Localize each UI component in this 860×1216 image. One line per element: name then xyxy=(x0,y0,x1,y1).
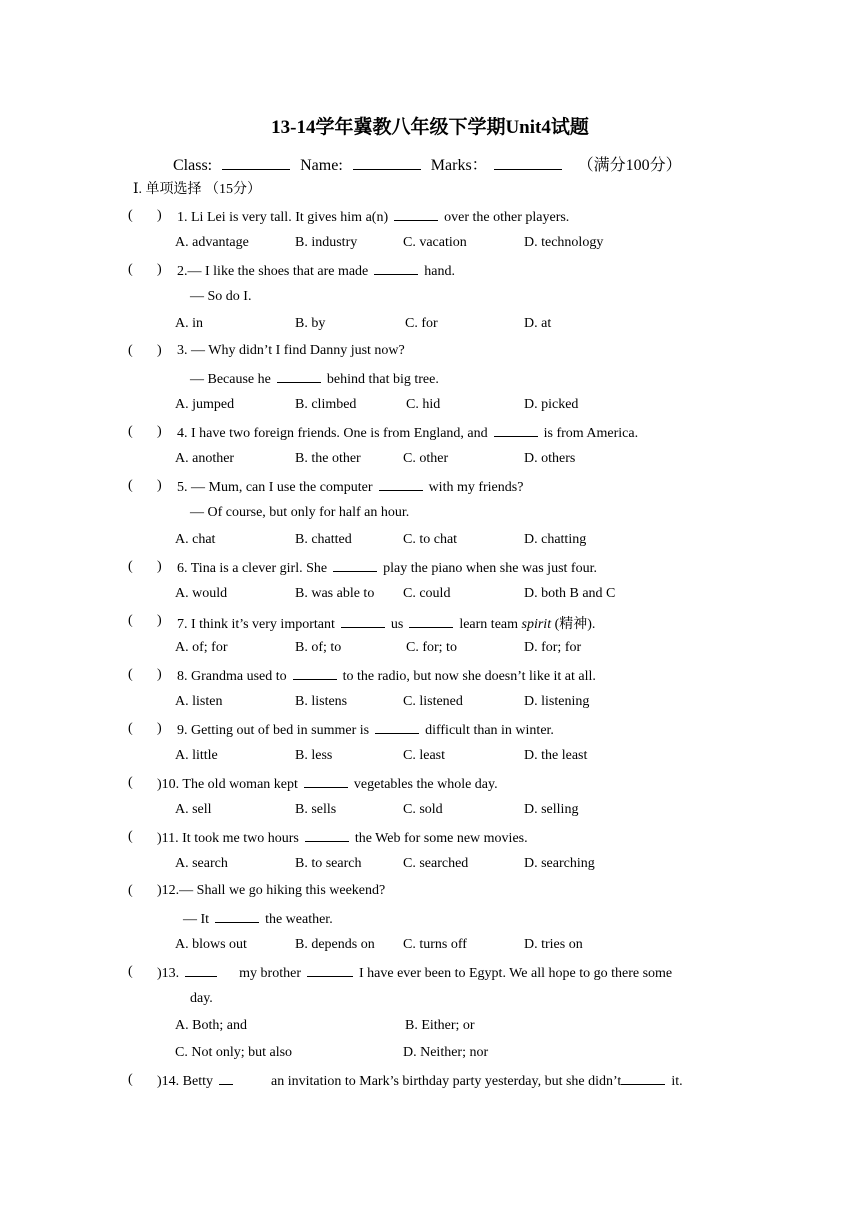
option-d[interactable]: D. picked xyxy=(524,397,579,412)
question-stem: 9. Getting out of bed in summer is xyxy=(177,723,370,738)
question-text xyxy=(177,208,569,226)
italic-word: spirit xyxy=(521,617,552,632)
option-a[interactable]: A. chat xyxy=(175,532,216,547)
option-b[interactable]: B. sells xyxy=(295,802,337,817)
answer-paren-open: ( xyxy=(128,1072,133,1087)
option-d[interactable]: D. Neither; nor xyxy=(403,1045,489,1060)
answer-paren-open: ( xyxy=(128,208,133,223)
question-stem: )14. Betty xyxy=(157,1074,213,1089)
option-b[interactable]: B. the other xyxy=(295,451,361,466)
option-c[interactable]: C. vacation xyxy=(403,235,467,250)
answer-paren-open: ( xyxy=(128,721,133,736)
marks-label: Marks： xyxy=(430,157,488,174)
question-stem-mid: an invitation to Mark’s birthday party yesterday, but she didn’t xyxy=(271,1074,622,1089)
option-b[interactable]: B. by xyxy=(295,316,326,331)
answer-paren-close[interactable]: ) xyxy=(157,667,162,682)
answer-blank-1 xyxy=(341,615,385,628)
option-d[interactable]: D. selling xyxy=(524,802,579,817)
question-stem-end: hand. xyxy=(424,264,455,279)
option-c[interactable]: C. sold xyxy=(403,802,443,817)
question-text xyxy=(157,775,498,793)
option-d[interactable]: D. searching xyxy=(524,856,595,871)
section-heading: Ⅰ. 单项选择 （15分） xyxy=(133,182,262,197)
option-b[interactable]: B. listens xyxy=(295,694,348,709)
option-a[interactable]: A. advantage xyxy=(175,235,249,250)
dialogue-reply: — So do I. xyxy=(190,289,252,304)
option-b[interactable]: B. was able to xyxy=(295,586,375,601)
answer-blank xyxy=(494,424,538,437)
question-stem-end: play the piano when she was just four. xyxy=(383,561,597,576)
answer-paren-close[interactable]: ) xyxy=(157,559,162,574)
reply-stem-end: behind that big tree. xyxy=(326,372,439,387)
option-b[interactable]: B. chatted xyxy=(295,532,352,547)
option-a[interactable]: A. listen xyxy=(175,694,223,709)
option-d[interactable]: D. chatting xyxy=(524,532,587,547)
option-b[interactable]: B. less xyxy=(295,748,333,763)
question-stem: )11. It took me two hours xyxy=(157,831,299,846)
answer-blank xyxy=(304,775,348,788)
answer-paren-open: ( xyxy=(128,613,133,628)
option-a[interactable]: A. jumped xyxy=(175,397,235,412)
answer-paren-close[interactable]: ) xyxy=(157,478,162,493)
question-stem-end: I have ever been to Egypt. We all hope to go there some xyxy=(359,966,673,981)
option-a[interactable]: A. another xyxy=(175,451,235,466)
answer-paren-open: ( xyxy=(128,829,133,844)
question-text xyxy=(177,478,523,496)
question-text xyxy=(177,613,595,633)
question-text xyxy=(177,559,597,577)
option-c[interactable]: C. to chat xyxy=(403,532,458,547)
option-c[interactable]: C. could xyxy=(403,586,451,601)
dialogue-reply xyxy=(190,370,439,388)
option-c[interactable]: C. searched xyxy=(403,856,469,871)
answer-paren-close[interactable]: ) xyxy=(157,613,162,628)
name-label: Name: xyxy=(300,157,343,174)
answer-blank-2 xyxy=(307,964,353,977)
answer-paren-close[interactable]: ) xyxy=(157,343,162,358)
answer-paren-open: ( xyxy=(128,667,133,682)
answer-blank xyxy=(333,559,377,572)
reply-stem: — Because he xyxy=(190,372,271,387)
option-d[interactable]: D. technology xyxy=(524,235,604,250)
option-d[interactable]: D. others xyxy=(524,451,576,466)
answer-paren-open: ( xyxy=(128,262,133,277)
question-text xyxy=(157,1072,683,1090)
answer-paren-close[interactable]: ) xyxy=(157,424,162,439)
option-b[interactable]: B. of; to xyxy=(295,640,342,655)
question-stem: 3. — Why didn’t I find Danny just now? xyxy=(177,343,405,358)
class-blank[interactable] xyxy=(222,155,290,170)
class-label: Class: xyxy=(173,157,213,174)
option-c[interactable]: C. Not only; but also xyxy=(175,1045,293,1060)
answer-paren-open: ( xyxy=(128,424,133,439)
question-text xyxy=(177,262,455,280)
option-d[interactable]: D. both B and C xyxy=(524,586,616,601)
question-stem-end: to the radio, but now she doesn’t like it at all. xyxy=(342,669,596,684)
answer-blank xyxy=(379,478,423,491)
option-c[interactable]: C. for xyxy=(405,316,438,331)
question-stem-end: is from America. xyxy=(543,426,639,441)
student-info-line xyxy=(173,152,682,175)
option-b[interactable]: B. to search xyxy=(295,856,362,871)
question-stem-mid: us xyxy=(390,617,404,632)
question-stem: 4. I have two foreign friends. One is from England, and xyxy=(177,426,488,441)
answer-paren-close[interactable]: ) xyxy=(157,262,162,277)
answer-blank xyxy=(394,208,438,221)
option-a[interactable]: A. blows out xyxy=(175,937,247,952)
option-d[interactable]: D. for; for xyxy=(524,640,582,655)
answer-blank xyxy=(293,667,337,680)
dialogue-reply xyxy=(183,910,333,928)
dialogue-reply: — Of course, but only for half an hour. xyxy=(190,505,410,520)
option-d[interactable]: D. at xyxy=(524,316,552,331)
answer-paren-open: ( xyxy=(128,775,133,790)
question-stem: 7. I think it’s very important xyxy=(177,617,335,632)
option-a[interactable]: A. Both; and xyxy=(175,1018,247,1033)
question-text xyxy=(157,964,672,982)
question-stem: 1. Li Lei is very tall. It gives him a(n) xyxy=(177,210,389,225)
option-d[interactable]: D. the least xyxy=(524,748,588,763)
answer-blank-1 xyxy=(219,1072,233,1085)
option-c[interactable]: C. for; to xyxy=(406,640,457,655)
question-stem-end: over the other players. xyxy=(444,210,570,225)
option-a[interactable]: A. search xyxy=(175,856,228,871)
answer-paren-open: ( xyxy=(128,964,133,979)
question-stem-end: it. xyxy=(671,1074,683,1089)
answer-paren-close[interactable]: ) xyxy=(157,721,162,736)
question-stem: )13. xyxy=(157,966,180,981)
option-a[interactable]: A. would xyxy=(175,586,228,601)
answer-paren-close[interactable]: ) xyxy=(157,208,162,223)
answer-blank xyxy=(305,829,349,842)
question-text xyxy=(177,721,554,739)
question-continuation: day. xyxy=(190,991,213,1006)
question-stem: 8. Grandma used to xyxy=(177,669,287,684)
option-a[interactable]: A. sell xyxy=(175,802,212,817)
answer-paren-open: ( xyxy=(128,343,133,358)
answer-blank xyxy=(277,370,321,383)
marks-blank[interactable] xyxy=(494,155,562,170)
answer-blank-2 xyxy=(621,1072,665,1085)
option-a[interactable]: A. little xyxy=(175,748,218,763)
answer-paren-open: ( xyxy=(128,559,133,574)
answer-blank xyxy=(374,262,418,275)
question-stem-end: difficult than in winter. xyxy=(425,723,554,738)
question-stem-end: the Web for some new movies. xyxy=(354,831,528,846)
answer-blank-2 xyxy=(409,615,453,628)
option-d[interactable]: D. listening xyxy=(524,694,590,709)
option-d[interactable]: D. tries on xyxy=(524,937,583,952)
reply-stem: — It xyxy=(183,912,210,927)
answer-blank xyxy=(375,721,419,734)
gloss: (精神). xyxy=(554,617,596,632)
question-stem: )12.— Shall we go hiking this weekend? xyxy=(157,883,386,898)
question-stem-end: learn team xyxy=(459,617,519,632)
option-c[interactable]: C. listened xyxy=(403,694,463,709)
full-marks: （满分100分） xyxy=(577,157,682,174)
question-stem: 2.— I like the shoes that are made xyxy=(177,264,369,279)
page-title: 13-14学年冀教八年级下学期Unit4试题 xyxy=(271,117,589,138)
answer-paren-open: ( xyxy=(128,478,133,493)
question-stem: 5. — Mum, can I use the computer xyxy=(177,480,373,495)
question-stem-mid: my brother xyxy=(239,966,301,981)
option-b[interactable]: B. climbed xyxy=(295,397,357,412)
answer-blank-1 xyxy=(185,964,217,977)
option-b[interactable]: B. depends on xyxy=(295,937,375,952)
option-a[interactable]: A. in xyxy=(175,316,203,331)
question-stem: )10. The old woman kept xyxy=(157,777,298,792)
reply-stem-end: the weather. xyxy=(265,912,333,927)
name-blank[interactable] xyxy=(353,155,421,170)
option-c[interactable]: C. hid xyxy=(406,397,441,412)
option-b[interactable]: B. Either; or xyxy=(405,1018,475,1033)
option-b[interactable]: B. industry xyxy=(295,235,358,250)
question-stem-end: vegetables the whole day. xyxy=(353,777,498,792)
option-a[interactable]: A. of; for xyxy=(175,640,228,655)
question-text xyxy=(177,424,638,442)
option-c[interactable]: C. other xyxy=(403,451,449,466)
question-stem-end: with my friends? xyxy=(428,480,524,495)
option-c[interactable]: C. turns off xyxy=(403,937,467,952)
question-stem: 6. Tina is a clever girl. She xyxy=(177,561,328,576)
question-text xyxy=(157,829,528,847)
answer-blank xyxy=(215,910,259,923)
question-text xyxy=(177,667,596,685)
answer-paren-open: ( xyxy=(128,883,133,898)
option-c[interactable]: C. least xyxy=(403,748,445,763)
